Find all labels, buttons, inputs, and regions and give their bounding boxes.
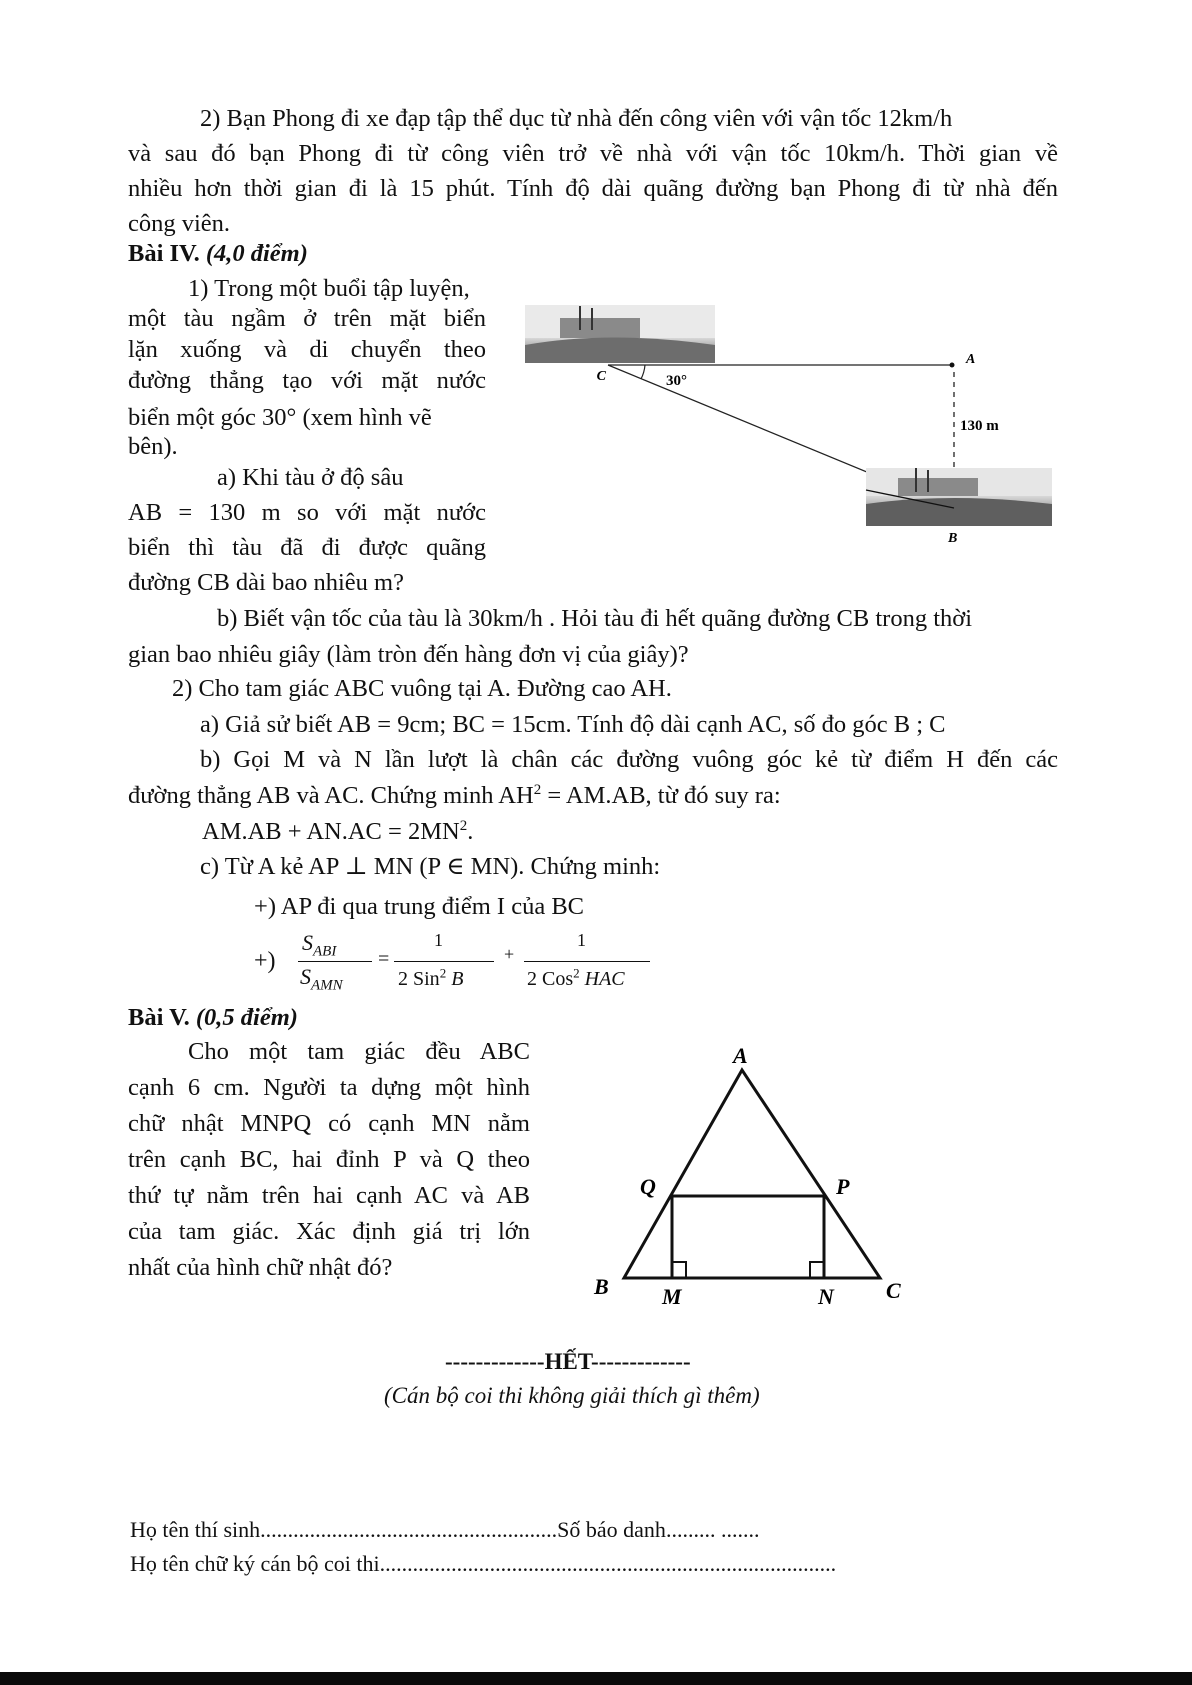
bai4-p1-line3: đường thẳng tạo với mặt nước xyxy=(128,367,486,394)
bai5-points: (0,5 điểm) xyxy=(195,1004,298,1031)
bai5-line5: của tam giác. Xác định giá trị lớn xyxy=(128,1218,530,1245)
formula-prefix: +) xyxy=(254,948,276,974)
end-marker: -------------HẾT------------- xyxy=(445,1349,691,1374)
proctor-note: (Cán bộ coi thi không giải thích gì thêm) xyxy=(384,1383,760,1408)
bai4-p1b-line2: gian bao nhiêu giây (làm tròn đến hàng đơn vị của giây)? xyxy=(128,641,689,668)
bai5-title: Bài V. xyxy=(128,1004,190,1031)
submarine-depth-image xyxy=(866,468,1052,526)
p2b-eq-pre: AM.AB + AN.AC = 2MN xyxy=(202,818,460,845)
bai4-p2c-i: +) AP đi qua trung điểm I của BC xyxy=(254,893,585,920)
bai4-p1a-line2: biển thì tàu đã đi được quãng xyxy=(128,534,486,561)
fig2-label-B: B xyxy=(594,1274,609,1299)
proctor-signature-label: Họ tên chữ ký cán bộ coi thi xyxy=(130,1551,380,1576)
bai4-p1b-line1: b) Biết vận tốc của tàu là 30km/h . Hỏi tàu đi hết quãng đường CB trong thời xyxy=(217,605,973,632)
fig2-label-P: P xyxy=(836,1174,850,1199)
prob2-line1: 2) Bạn Phong đi xe đạp tập thể dục từ nhà đến công viên với vận tốc 12km/h xyxy=(200,105,953,132)
bai5-line0: Cho một tam giác đều ABC xyxy=(188,1038,530,1065)
bai4-p1-line0: 1) Trong một buổi tập luyện, xyxy=(188,275,470,302)
fig1-angle-label: 30° xyxy=(666,373,687,389)
bai4-p1a-line3: đường CB dài bao nhiêu m? xyxy=(128,569,404,596)
frac-left-bar xyxy=(298,961,372,962)
bai4-p2b-line1: b) Gọi M và N lần lượt là chân các đường vuông góc kẻ từ điểm H đến các xyxy=(200,746,1058,773)
fig2-label-Q: Q xyxy=(640,1174,656,1199)
formula-plus: + xyxy=(504,944,515,964)
fig2-label-C: C xyxy=(886,1278,901,1303)
bai4-p1-line1: một tàu ngầm ở trên mặt biển xyxy=(128,305,486,332)
fig1-label-B: B xyxy=(948,531,958,546)
bai4-p1-line4: biển một góc 30° (xem hình vẽ xyxy=(128,404,432,431)
bai4-p2c: c) Từ A kẻ AP ⊥ MN (P ∈ MN). Chứng minh: xyxy=(200,853,661,880)
frac1-den xyxy=(398,965,464,991)
candidate-name-line xyxy=(130,1512,759,1547)
frac-left-den-sub: AMN xyxy=(311,977,343,994)
frac2-bar xyxy=(524,961,650,962)
p2b-line2-sup: 2 xyxy=(533,781,542,798)
bai4-heading xyxy=(128,236,308,271)
frac2-den-sup: 2 xyxy=(573,965,580,981)
bai4-p1-line2: lặn xuống và di chuyển theo xyxy=(128,336,486,363)
bai5-line1: cạnh 6 cm. Người ta dựng một hình xyxy=(128,1074,530,1101)
frac1-den-sup: 2 xyxy=(439,965,447,981)
prob2-line3: nhiều hơn thời gian đi là 15 phút. Tính độ dài quãng đường bạn Phong đi từ nhà đến xyxy=(128,175,1058,202)
proctor-signature-line xyxy=(130,1546,836,1581)
p2b-line2-post: = AM.AB, từ đó suy ra: xyxy=(541,782,781,809)
frac1-bar xyxy=(394,961,494,962)
submarine-surface-image xyxy=(525,305,715,363)
triangle-rectangle-figure xyxy=(580,1030,920,1310)
frac2-num: 1 xyxy=(577,930,586,950)
bai4-p1a-line1: AB = 130 m so với mặt nước xyxy=(128,499,486,526)
formula-equals: = xyxy=(378,948,390,970)
frac1-den-text: 2 Sin xyxy=(398,968,440,990)
p2b-eq-sup: 2 xyxy=(459,817,468,834)
frac-left-num-S: S xyxy=(302,930,313,955)
bai4-p2b-equation xyxy=(202,814,473,849)
bai4-p2a: a) Giả sử biết AB = 9cm; BC = 15cm. Tính độ dài cạnh AC, số đo góc B ; C xyxy=(200,711,946,738)
bai5-line2: chữ nhật MNPQ có cạnh MN nằm xyxy=(128,1110,530,1137)
bai5-line4: thứ tự nằm trên hai cạnh AC và AB xyxy=(128,1182,530,1209)
frac-left-den xyxy=(300,964,343,994)
bai5-heading xyxy=(128,1000,298,1035)
frac2-den xyxy=(527,965,625,991)
frac1-num: 1 xyxy=(434,930,443,950)
proctor-signature-dots: ................................................................................... xyxy=(379,1551,837,1576)
bai4-p1a-line0: a) Khi tàu ở độ sâu xyxy=(217,464,404,491)
candidate-name-label: Họ tên thí sinh xyxy=(130,1517,261,1542)
prob2-line2: và sau đó bạn Phong đi từ công viên trở về nhà với vận tốc 10km/h. Thời gian về xyxy=(128,140,1058,167)
p2b-eq-post: . xyxy=(467,818,474,845)
fig1-label-C: C xyxy=(596,369,606,384)
area-ratio-formula xyxy=(254,928,674,998)
bai4-p2b-line2 xyxy=(128,778,781,813)
bai4-p1-line5: bên). xyxy=(128,433,178,460)
frac2-den-text: 2 Cos xyxy=(527,968,574,990)
bai4-title: Bài IV. xyxy=(128,240,200,267)
candidate-number-label: Số báo danh xyxy=(557,1517,666,1542)
fig2-label-N: N xyxy=(818,1284,834,1309)
frac2-den-var: HAC xyxy=(584,968,625,990)
bai4-p2-intro: 2) Cho tam giác ABC vuông tại A. Đường cao AH. xyxy=(172,675,672,702)
prob2-line4: công viên. xyxy=(128,210,231,237)
p2b-line2-pre: đường thẳng AB và AC. Chứng minh AH xyxy=(128,782,534,809)
submarine-figure xyxy=(520,300,1060,550)
bai4-points: (4,0 điểm) xyxy=(205,240,308,267)
frac-left-num xyxy=(302,930,336,960)
fig1-label-A: A xyxy=(966,352,976,367)
fig2-label-M: M xyxy=(662,1284,682,1309)
bai5-line3: trên cạnh BC, hai đỉnh P và Q theo xyxy=(128,1146,530,1173)
frac-left-num-sub: ABI xyxy=(313,943,337,960)
fig2-label-A: A xyxy=(733,1043,748,1068)
candidate-name-dots: ...................................................... xyxy=(260,1517,558,1542)
bai5-line6: nhất của hình chữ nhật đó? xyxy=(128,1254,393,1281)
scan-bottom-edge xyxy=(0,1672,1192,1685)
frac-left-den-S: S xyxy=(300,964,311,989)
fig1-depth-label: 130 m xyxy=(960,418,999,434)
candidate-number-dots: ......... ....... xyxy=(665,1517,760,1542)
frac1-den-var: B xyxy=(451,968,464,990)
